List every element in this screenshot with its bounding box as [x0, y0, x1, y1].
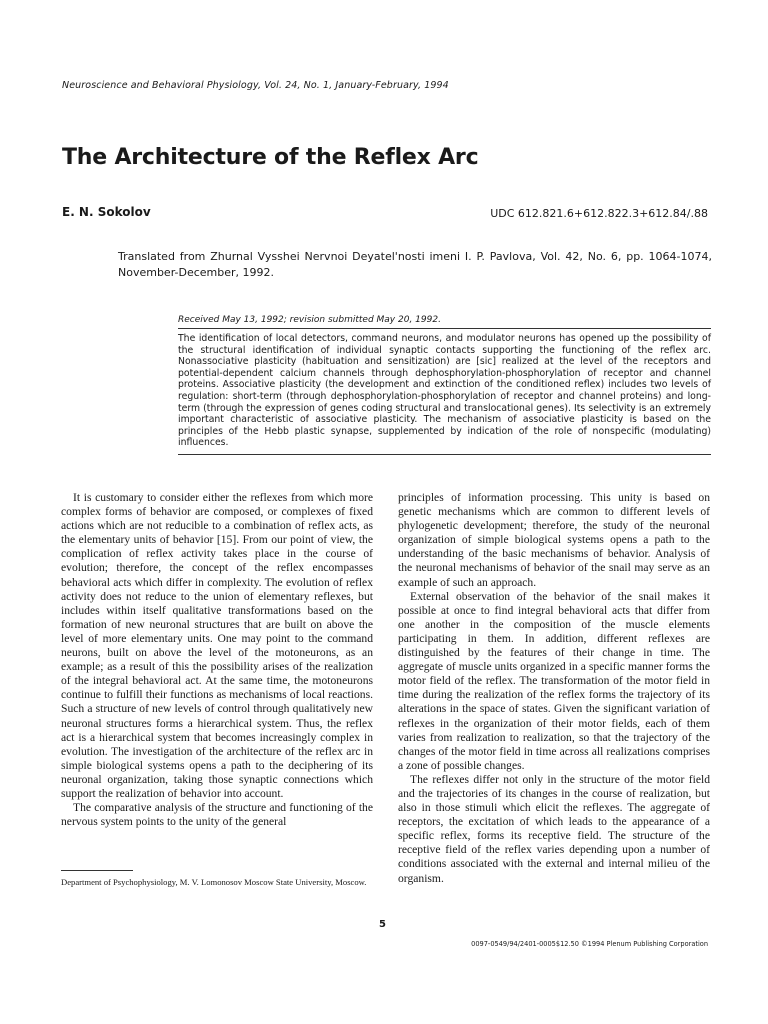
page-number: 5 [379, 919, 386, 930]
copyright-line: 0097-0549/94/2401-0005$12.50 ©1994 Plenum Publishing Corporation [471, 940, 708, 948]
received-dates: Received May 13, 1992; revision submitted May 20, 1992. [178, 315, 441, 325]
body-paragraph: The reflexes differ not only in the structure of the motor field and the trajectories of its changes in the course of realization, but also in those stimuli which elicit the reflexes. The aggregate of receptors, the excitation of which leads to the appearance of a specific reflex, forms its receptive field. The structure of the receptive field of the reflex varies depending upon a number of conditions associated with the external and internal milieu of the organism. [398, 772, 710, 885]
udc-code: UDC 612.821.6+612.822.3+612.84/.88 [490, 207, 708, 220]
footnote-divider [61, 870, 133, 871]
abstract-box [178, 328, 711, 455]
body-paragraph: It is customary to consider either the reflexes from which more complex forms of behavior are composed, or complexes of fixed actions which are not reducible to a combination of reflex acts, as the elementary units of behavior [15]. From our point of view, the complication of reflex activity takes place in the course of evolution; therefore, the concept of the reflex encompasses behavioral acts which differ in complexity. The evolution of reflex activity does not reduce to the union of elementary reflexes, but includes within itself qualitative transformations based on the formation of new neuronal structures that are built on above the level of more elementary units. One may point to the command neurons, built on above the level of the motoneurons, as an example; as a result of this the possibility arises of the realization of the integral behavioral act. At the same time, the motoneurons continue to fulfill their functions as mechanisms of local reactions. Such a structure of new levels of control through qualitatively new neuronal structures forms a hierarchical system. Thus, the reflex act is a hierarchical system that becomes increasingly complex in evolution. The investigation of the architecture of the reflex arc in simple biological systems opens a path to the deciphering of its neuronal organization, taking those synaptic connections which support the realization of behavior into account. [61, 491, 373, 800]
affiliation-footnote: Department of Psychophysiology, M. V. Lomonosov Moscow State University, Moscow. [61, 877, 367, 887]
translation-note: Translated from Zhurnal Vysshei Nervnoi Deyatel'nosti imeni I. P. Pavlova, Vol. 42, No. 6, pp. 1064-1074, November-December, 1992. [118, 250, 712, 279]
body-paragraph: principles of information processing. This unity is based on genetic mechanisms which are common to different levels of phylogenetic development; therefore, the study of the neuronal organization of simple biological systems opens a path to the understanding of the basic mechanisms of behavior. Analysis of the neuronal mechanisms of behavior of the snail may serve as an example of such an approach. [398, 491, 710, 589]
body-column-left [61, 491, 373, 829]
journal-citation: Neuroscience and Behavioral Physiology, Vol. 24, No. 1, January-February, 1994 [62, 80, 449, 91]
body-paragraph: The comparative analysis of the structure and functioning of the nervous system points to the unity of the general [61, 801, 373, 829]
body-column-right [398, 491, 710, 886]
article-title: The Architecture of the Reflex Arc [62, 145, 479, 170]
abstract-text: The identification of local detectors, command neurons, and modulator neurons has opened up the possibility of the structural identification of individual synaptic contacts supporting the functioning of the reflex arc. Nonassociative plasticity (habituation and sensitization) are [sic] realized at the level of the receptors and potential-dependent calcium channels through dephosphorylation-phosphorylation of receptor and channel proteins. Associative plasticity (the development and extinction of the conditioned reflex) includes two levels of regulation: short-term (through dephosphorylation-phosphorylation of receptor and channel proteins) and long-term (through the expression of genes coding structural and translocational genes). Its selectivity is an extremely important characteristic of associative plasticity. The mechanism of associative plasticity is based on the principles of the Hebb plastic synapse, supplemented by indication of the role of nonspecific (modulating) influences. [178, 333, 711, 449]
body-paragraph: External observation of the behavior of the snail makes it possible at once to find integral behavioral acts that differ from one another in the composition of the muscle elements participating in them. In addition, different reflexes are distinguished by the features of their change in time. The aggregate of muscle units organized in a specific manner forms the motor field of the reflex. The transformation of the motor field in time during the realization of the reflex forms the trajectory of its alterations in the space of states. Given the significant variation of reflexes in the organization of their motor fields, each of them varies from realization to realization, so that the trajectory of the changes of the motor field in time across all realizations comprises a zone of possible changes. [398, 589, 710, 772]
author-name: E. N. Sokolov [62, 205, 151, 219]
